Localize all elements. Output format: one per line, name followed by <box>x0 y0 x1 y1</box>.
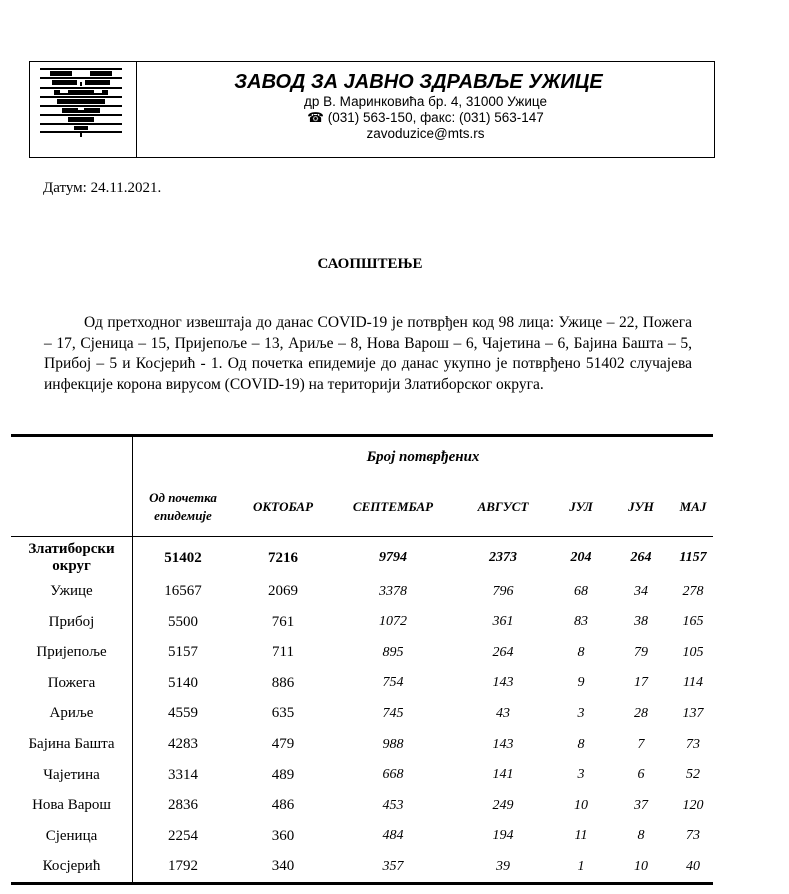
cell-september: 668 <box>382 767 404 783</box>
cell-june: 8 <box>637 828 645 844</box>
cell-july: 83 <box>574 614 588 630</box>
row-name: Сјеница <box>45 827 98 844</box>
cell-august: 143 <box>492 736 514 752</box>
cell-october: 761 <box>271 613 295 630</box>
cell-september: 895 <box>382 644 404 660</box>
letterhead <box>29 61 715 158</box>
cell-june: 37 <box>634 797 648 813</box>
column-header-june: ЈУН <box>628 499 654 514</box>
cell-june: 17 <box>634 675 648 691</box>
cell-may: 120 <box>682 797 704 813</box>
table-row <box>11 790 713 821</box>
column-header-september: СЕПТЕМБАР <box>352 499 434 514</box>
phone-fax: (031) 563-150, факс: (031) 563-147 <box>327 110 544 125</box>
cell-may: 105 <box>682 644 704 660</box>
cell-total: 2836 <box>168 797 198 814</box>
cell-may: 114 <box>683 675 703 691</box>
cell-july: 204 <box>570 550 592 565</box>
cell-august: 264 <box>492 644 514 660</box>
cell-october: 2069 <box>268 583 298 599</box>
cell-august: 361 <box>492 614 514 630</box>
cell-july: 9 <box>577 675 585 691</box>
letterhead-info <box>137 62 714 157</box>
column-header-july: ЈУЛ <box>569 499 593 514</box>
cell-may: 52 <box>686 767 700 783</box>
cell-july: 3 <box>577 705 585 721</box>
cell-total: 5500 <box>168 613 198 630</box>
cell-june: 38 <box>634 614 648 630</box>
cell-october: 711 <box>272 644 294 661</box>
table-row <box>11 698 713 729</box>
table-row <box>11 821 713 852</box>
cell-may: 73 <box>686 828 700 844</box>
table-header-divider <box>11 536 713 537</box>
row-name: Нова Варош <box>32 797 111 814</box>
row-name: Пожега <box>47 674 96 691</box>
cell-august: 39 <box>496 858 510 874</box>
column-header-august: АВГУСТ <box>477 499 529 514</box>
cell-september: 988 <box>382 736 404 752</box>
cell-total: 5157 <box>168 644 198 661</box>
cell-august: 249 <box>492 797 514 813</box>
cell-september: 745 <box>382 705 404 721</box>
cell-august: 796 <box>492 583 514 599</box>
cell-july: 3 <box>577 767 585 783</box>
document-date: Датум: 24.11.2021. <box>43 180 162 196</box>
row-name: Златиборски округ <box>28 541 115 574</box>
announcement-paragraph: Од претходног извештаја до данас COVID-19 је потврђен код 98 лица: Ужице – 22, Пожега – 17, Сјеница – 15, Пријепоље – 13, Ариље – 8, Нова Варош – 6, Чајетина – 6, Бајина Башта – 5, Прибој – 5 и Косјерић - 1. Од почетка епидемије до данас укупно је потврђено 51402 случајева инфекције корона вирусом (COVID-19) на територији Златиборског округа. <box>44 314 692 393</box>
cell-october: 360 <box>271 827 295 844</box>
column-header-total: Од почетка епидемије <box>149 490 217 523</box>
cell-september: 754 <box>382 675 404 691</box>
cell-october: 486 <box>271 797 295 814</box>
table-row <box>11 637 713 668</box>
cell-may: 40 <box>686 858 700 874</box>
cell-total: 4283 <box>168 736 198 752</box>
cell-total: 5140 <box>168 674 198 691</box>
table-row <box>11 607 713 638</box>
cell-june: 7 <box>637 736 645 752</box>
cell-october: 886 <box>271 674 295 691</box>
cell-june: 6 <box>637 767 645 783</box>
cell-may: 278 <box>682 583 704 599</box>
table-bottom-border <box>11 882 713 885</box>
cell-may: 73 <box>686 736 700 752</box>
cell-september: 357 <box>382 858 404 874</box>
cell-october: 479 <box>271 736 295 752</box>
cell-total: 3314 <box>168 766 198 783</box>
cell-september: 484 <box>382 828 404 844</box>
cell-june: 79 <box>634 644 648 660</box>
cell-may: 165 <box>682 614 704 630</box>
cell-october: 489 <box>271 766 295 783</box>
cell-total: 51402 <box>164 549 202 566</box>
table-row <box>11 668 713 699</box>
cell-august: 2373 <box>489 550 517 565</box>
row-name: Косјерић <box>42 858 101 875</box>
cell-july: 8 <box>577 644 585 660</box>
row-name: Чајетина <box>43 766 100 783</box>
cell-total: 2254 <box>168 827 198 844</box>
table-row <box>11 851 713 882</box>
cell-may: 1157 <box>679 550 707 565</box>
cell-september: 453 <box>382 797 404 813</box>
cell-total: 4559 <box>168 705 198 722</box>
cell-june: 34 <box>634 583 648 599</box>
table-row <box>11 576 713 607</box>
cell-july: 1 <box>577 858 585 874</box>
cell-august: 143 <box>492 675 514 691</box>
column-header-may: МАЈ <box>679 499 707 514</box>
table-row <box>11 760 713 791</box>
row-name: Прибој <box>48 613 95 630</box>
table-top-border <box>11 434 713 437</box>
cell-july: 10 <box>574 797 588 813</box>
cell-september: 3378 <box>379 583 407 599</box>
organization-name: ЗАВОД ЗА ЈАВНО ЗДРАВЉЕ УЖИЦЕ <box>234 71 603 93</box>
table-row <box>11 729 713 760</box>
document-title: САОПШТЕЊЕ <box>317 256 423 272</box>
cell-september: 1072 <box>379 614 407 630</box>
phone-line <box>137 110 714 126</box>
institute-logo-icon <box>40 68 122 138</box>
cell-september: 9794 <box>379 550 407 565</box>
address: др В. Маринковића бр. 4, 31000 Ужице <box>304 94 547 109</box>
cell-august: 43 <box>496 705 510 721</box>
cell-june: 264 <box>630 550 652 565</box>
logo-cell <box>30 62 137 157</box>
cell-total: 1792 <box>168 858 198 875</box>
cell-october: 340 <box>271 858 295 875</box>
cell-july: 68 <box>574 583 588 599</box>
row-name: Пријепоље <box>36 644 107 661</box>
cell-july: 8 <box>577 736 585 752</box>
table-total-row <box>11 541 713 575</box>
cell-august: 141 <box>492 767 514 783</box>
cell-june: 10 <box>634 858 648 874</box>
cell-october: 7216 <box>268 549 298 566</box>
cell-august: 194 <box>492 828 514 844</box>
cell-october: 635 <box>271 705 295 722</box>
telephone-icon: ☎ <box>307 110 324 125</box>
cell-total: 16567 <box>164 583 202 599</box>
table-group-header: Број потврђених <box>366 449 480 465</box>
email: zavoduzice@mts.rs <box>366 126 485 141</box>
row-name: Бајина Башта <box>28 736 115 752</box>
cell-may: 137 <box>682 705 704 721</box>
cell-july: 11 <box>574 828 588 844</box>
row-name: Ариље <box>49 705 94 722</box>
column-header-october: ОКТОБАР <box>252 499 314 514</box>
cell-june: 28 <box>634 705 648 721</box>
row-name: Ужице <box>50 583 93 599</box>
